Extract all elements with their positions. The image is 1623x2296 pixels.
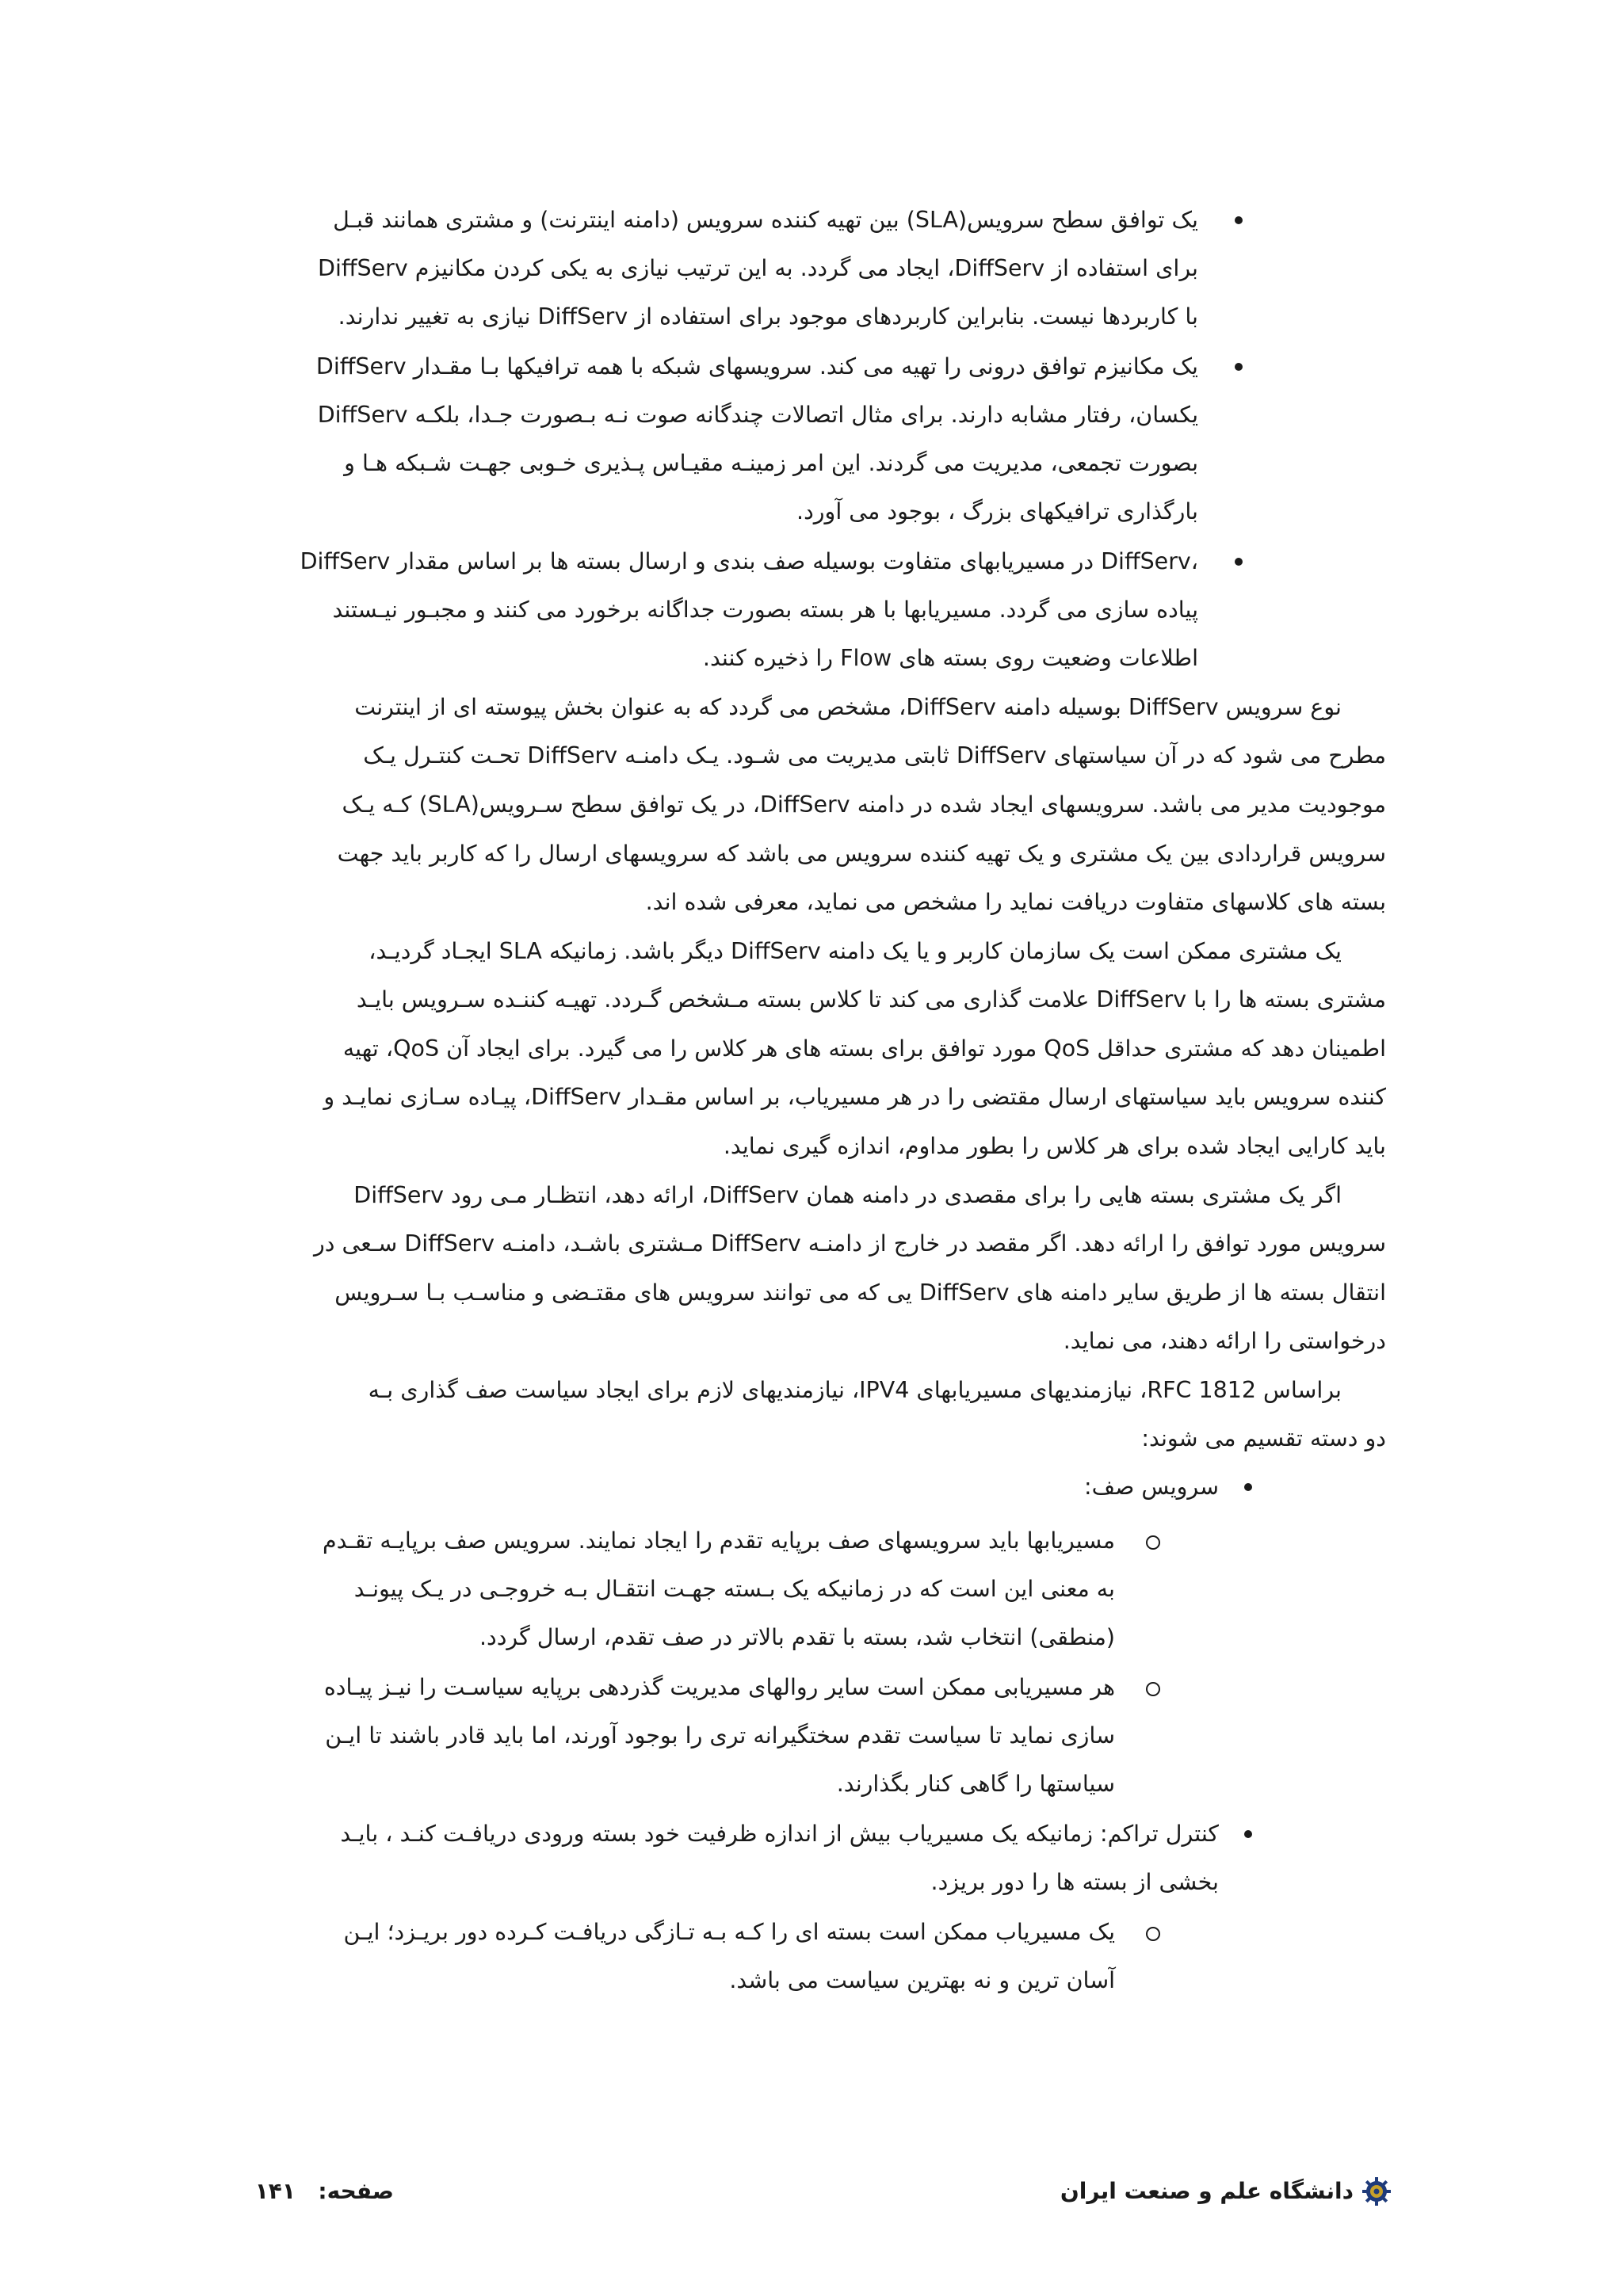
queue-item-1-line-2: به معنی این است که در زمانیکه یک بـسته جهـت انتقـال بـه خروجـی در یـک پیونـد [353,1576,1115,1602]
bullet-2-line-3: بصورت تجمعی، مدیریت می گردند. این امر زمینـه مقیـاس پـذیری خـوبی جهـت شـبکه هـا و [344,450,1198,476]
page-label: صفحه: [318,2178,394,2204]
paragraph-line: کننده سرویس باید سیاستهای ارسال مقتضی را در هر مسیریاب، بر اساس مقـدار DiffServ، پیـاده سـازی نمایـد و [323,1084,1386,1110]
bullet-2-line-4: بارگذاری ترافیکهای بزرگ ، بوجود می آورد. [796,498,1198,524]
paragraph-line: انتقال بسته ها از طریق سایر دامنه های DiffServ یی که می توانند سرویس های مقتـضی و مناسـب بـا سـرویس [334,1280,1386,1306]
bullet-marker [1235,558,1243,566]
sub-bullet-marker [1146,1535,1160,1550]
bullet-marker [1235,216,1243,224]
paragraph-line: یک مشتری ممکن است یک سازمان کاربر و یا یک دامنه DiffServ دیگر باشد. زمانیکه SLA ایجـاد گردیـد، [369,938,1342,964]
paragraph-line: براساس RFC 1812، نیازمندیهای مسیریابهای IPV4، نیازمندیهای لازم برای ایجاد سیاست صف گذاری بـه [368,1377,1342,1403]
sub-bullet-marker [1146,1927,1160,1941]
university-logo-icon [1361,2176,1392,2207]
paragraph-line: بسته های کلاسهای متفاوت دریافت نماید را مشخص می نماید، معرفی شده اند. [645,889,1386,915]
page-number: ۱۴۱ [254,2178,296,2204]
bullet-marker [1244,1830,1252,1838]
queue-item-2-line-2: سازی نماید تا سیاست تقدم سختگیرانه تری را بوجود آورند، اما باید قادر باشند تا ایـن [325,1722,1115,1749]
paragraph-line: دو دسته تقسیم می شوند: [1141,1425,1386,1451]
congestion-line-2: بخشی از بسته ها را دور بریزد. [930,1869,1219,1895]
queue-item-1-line-1: مسیریابها باید سرویسهای صف برپایه تقدم را ایجاد نمایند. سرویس صف برپایـه تقـدم [322,1527,1115,1554]
bullet-1-line-3: با کاربردها نیست. بنابراین کاربردهای موجود برای استفاده از DiffServ نیازی به تغییر ندارند. [338,303,1198,330]
bullet-marker [1244,1483,1252,1491]
bullet-3-line-3: اطلاعات وضعیت روی بسته های Flow را ذخیره کنند. [702,645,1198,671]
paragraph-line: سرویس مورد توافق را ارائه دهد. اگر مقصد در خارج از دامنـه DiffServ مـشتری باشـد، دامنـه DiffServ سـعی در [313,1230,1386,1257]
paragraph-line: مشتری بسته ها را با DiffServ علامت گذاری می کند تا کلاس بسته مـشخص گـردد. تهیـه کننـده سـرویس بایـد [356,986,1386,1013]
queue-service-title: سرویس صف: [1084,1474,1219,1500]
queue-item-1-line-3: (منطقی) انتخاب شد، بسته با تقدم بالاتر در صف تقدم، ارسال گردد. [479,1624,1115,1650]
congestion-line-1: کنترل تراکم: زمانیکه یک مسیریاب بیش از اندازه ظرفیت خود بسته ورودی دریافـت کنـد ، بایـد [340,1821,1219,1847]
queue-item-2-line-1: هر مسیریابی ممکن است سایر روالهای مدیریت گذردهی برپایه سیاسـت را نیـز پیـاده [323,1674,1115,1700]
bullet-3-line-2: پیاده سازی می گردد. مسیریابها با هر بسته بصورت جداگانه برخورد می کنند و مجبـور نیـستند [332,597,1198,623]
bullet-1-line-1: یک توافق سطح سرویس(SLA) بین تهیه کننده سرویس (دامنه اینترنت) و مشتری همانند قبـل [333,207,1198,233]
bullet-3-line-1: DiffServ در مسیریابهای متفاوت بوسیله صف بندی و ارسال بسته ها بر اساس مقدار DiffServ، [300,548,1198,574]
congestion-item-1-line-2: آسان ترین و نه بهترین سیاست می باشد. [729,1967,1115,1993]
bullet-1-line-2: برای استفاده از DiffServ، ایجاد می گردد. به این ترتیب نیازی به یکی کردن مکانیزم DiffServ [318,255,1198,281]
paragraph-line: درخواستی را ارائه دهند، می نماید. [1063,1328,1386,1354]
bullet-2-line-1: DiffServ یک مکانیزم توافق درونی را تهیه می کند. سرویسهای شبکه با همه ترافیکها بـا مقـدار [315,353,1198,379]
paragraph-line: نوع سرویس DiffServ بوسیله دامنه DiffServ، مشخص می گردد که به عنوان بخش پیوسته ای از اینترنت [354,694,1342,720]
queue-item-2-line-3: سیاستها را گاهی کنار بگذارند. [836,1771,1115,1797]
sub-bullet-marker [1146,1682,1160,1696]
paragraph-line: اطمینان دهد که مشتری حداقل QoS مورد توافق برای بسته های هر کلاس را می گیرد. برای ایجاد آن QoS، تهیه [342,1035,1386,1062]
bullet-marker [1235,363,1243,371]
bullet-2-line-2: DiffServ یکسان، رفتار مشابه دارند. برای مثال اتصالات چندگانه صوت نـه بـصورت جـدا، بلکـه [317,402,1198,428]
paragraph-line: موجودیت مدیر می باشد. سرویسهای ایجاد شده در دامنه DiffServ، در یک توافق سطح سـرویس(SLA) کـه یـک [342,791,1386,818]
paragraph-line: اگر یک مشتری بسته هایی را برای مقصدی در دامنه همان DiffServ، ارائه دهد، انتظـار مـی رود DiffServ [353,1182,1342,1208]
university-name: دانشگاه علم و صنعت ایران [1060,2178,1354,2204]
paragraph-line: مطرح می شود که در آن سیاستهای DiffServ ثابتی مدیریت می شـود. یـک دامنـه DiffServ تحـت کنتـرل یـک [363,742,1386,769]
paragraph-line: باید کارایی ایجاد شده برای هر کلاس را بطور مداوم، اندازه گیری نماید. [723,1133,1386,1159]
congestion-item-1-line-1: یک مسیریاب ممکن است بسته ای را کـه بـه تـازگی دریافـت کـرده دور بریـزد؛ ایـن [343,1919,1115,1945]
paragraph-line: سرویس قراردادی بین یک مشتری و یک تهیه کننده سرویس می باشد که سرویسهای ارسال را که کاربر باید جهت [337,841,1386,867]
